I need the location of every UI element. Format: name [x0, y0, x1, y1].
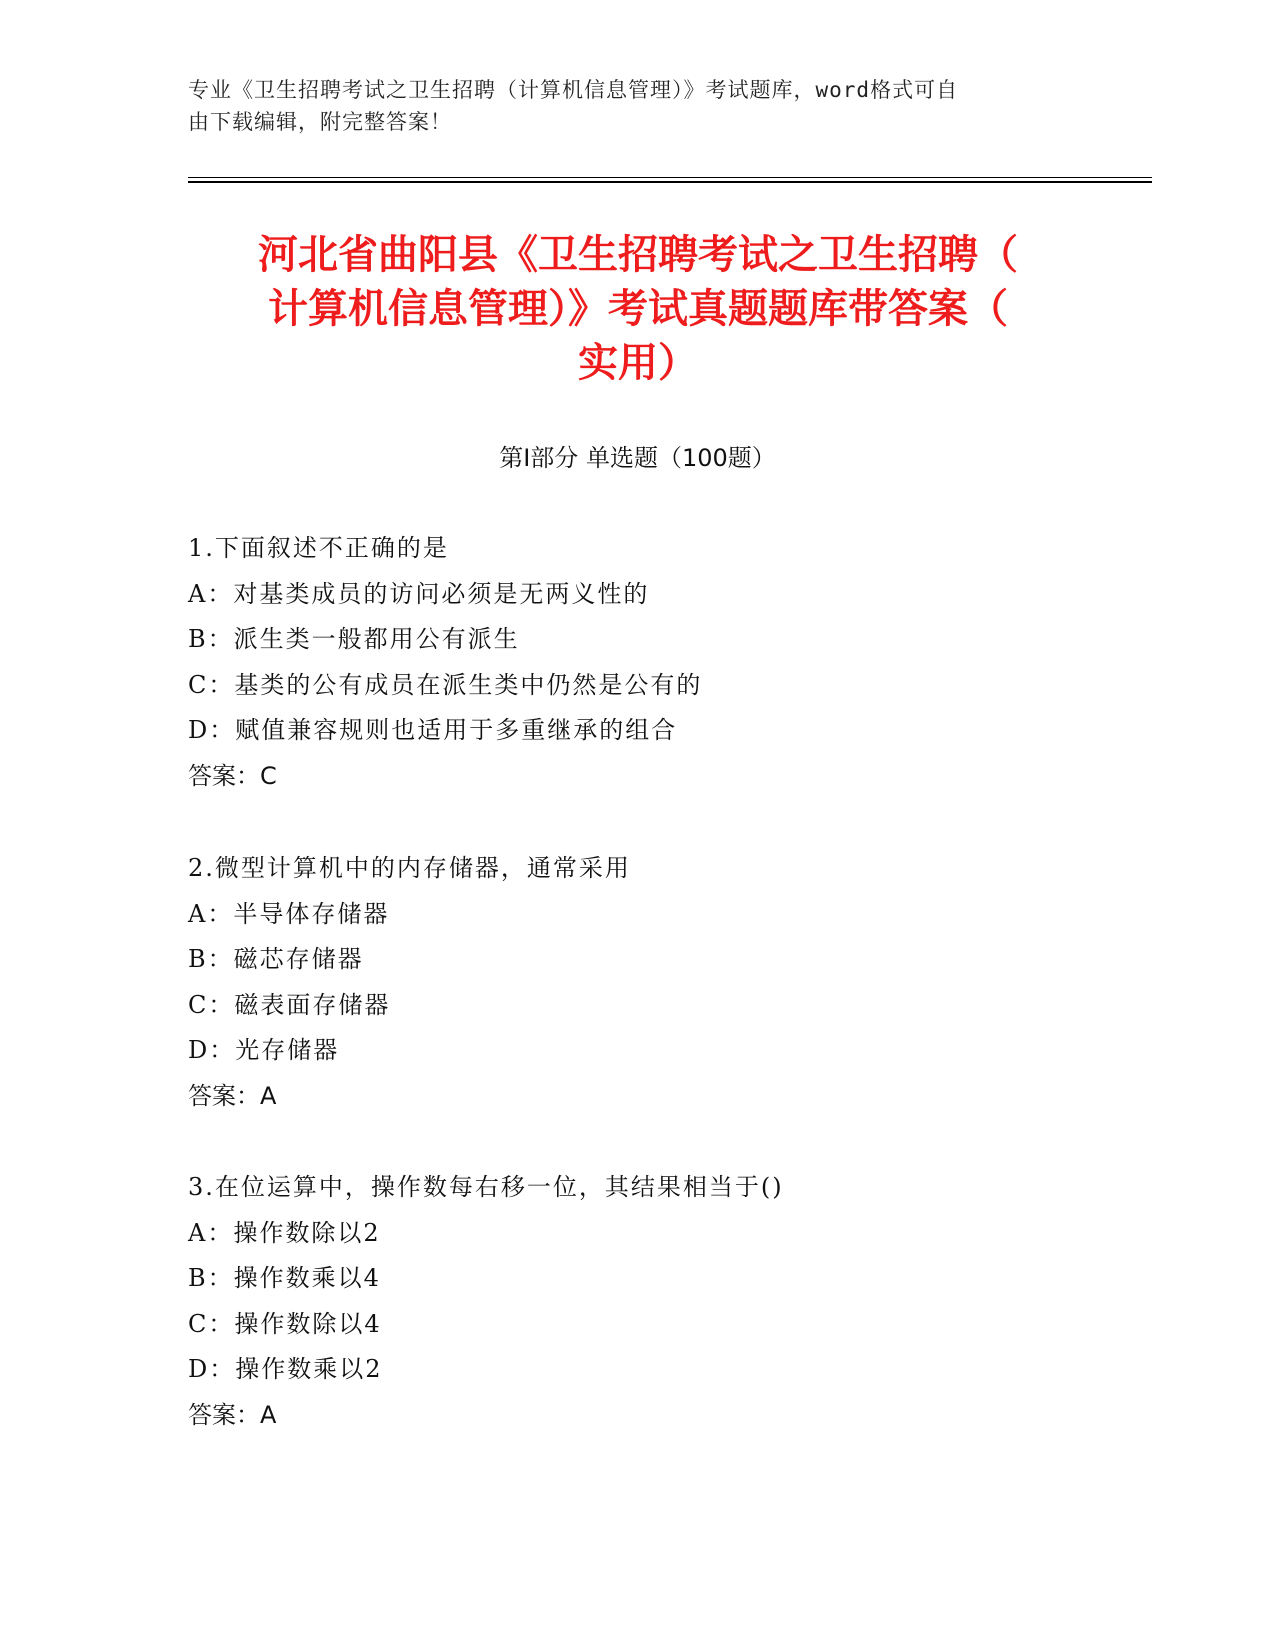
header-note-line: 专业《卫生招聘考试之卫生招聘（计算机信息管理）》考试题库，word格式可自 [188, 78, 959, 102]
title-line: 实用） [578, 340, 698, 386]
question-stem: 2.微型计算机中的内存储器，通常采用 [188, 854, 631, 882]
answer-label: 答案：A [188, 1400, 277, 1429]
option-d: D：操作数乘以2 [188, 1355, 383, 1383]
header-divider-thick [188, 181, 1152, 183]
answer-label: 答案：C [188, 761, 277, 790]
question-block [188, 526, 1088, 799]
title-line: 河北省曲阳县《卫生招聘考试之卫生招聘（ [258, 232, 1018, 278]
option-c: C：磁表面存储器 [188, 990, 391, 1019]
option-b: B：派生类一般都用公有派生 [188, 625, 520, 653]
question-block [188, 846, 1088, 1119]
option-a: A：操作数除以2 [188, 1218, 381, 1247]
option-a: A：半导体存储器 [188, 899, 390, 928]
option-b: B：操作数乘以4 [188, 1264, 381, 1292]
title-line: 计算机信息管理）》考试真题题库带答案（ [268, 286, 1008, 332]
question-stem: 3.在位运算中，操作数每右移一位，其结果相当于() [188, 1173, 784, 1201]
option-b: B：磁芯存储器 [188, 945, 364, 973]
document-title [188, 228, 1088, 390]
option-d: D：赋值兼容规则也适用于多重继承的组合 [188, 716, 678, 744]
option-c: C：基类的公有成员在派生类中仍然是公有的 [188, 670, 703, 699]
answer-label: 答案：A [188, 1081, 277, 1110]
option-a: A：对基类成员的访问必须是无两义性的 [188, 579, 650, 608]
header-note-line: 由下载编辑，附完整答案！ [188, 110, 452, 134]
question-block [188, 1165, 1088, 1438]
header-note [188, 74, 1068, 138]
question-stem: 1.下面叙述不正确的是 [188, 534, 449, 562]
option-c: C：操作数除以4 [188, 1309, 382, 1338]
section-heading: 第Ⅰ部分 单选题（100题） [499, 444, 776, 472]
option-d: D：光存储器 [188, 1036, 340, 1064]
header-divider-thin [188, 177, 1152, 178]
